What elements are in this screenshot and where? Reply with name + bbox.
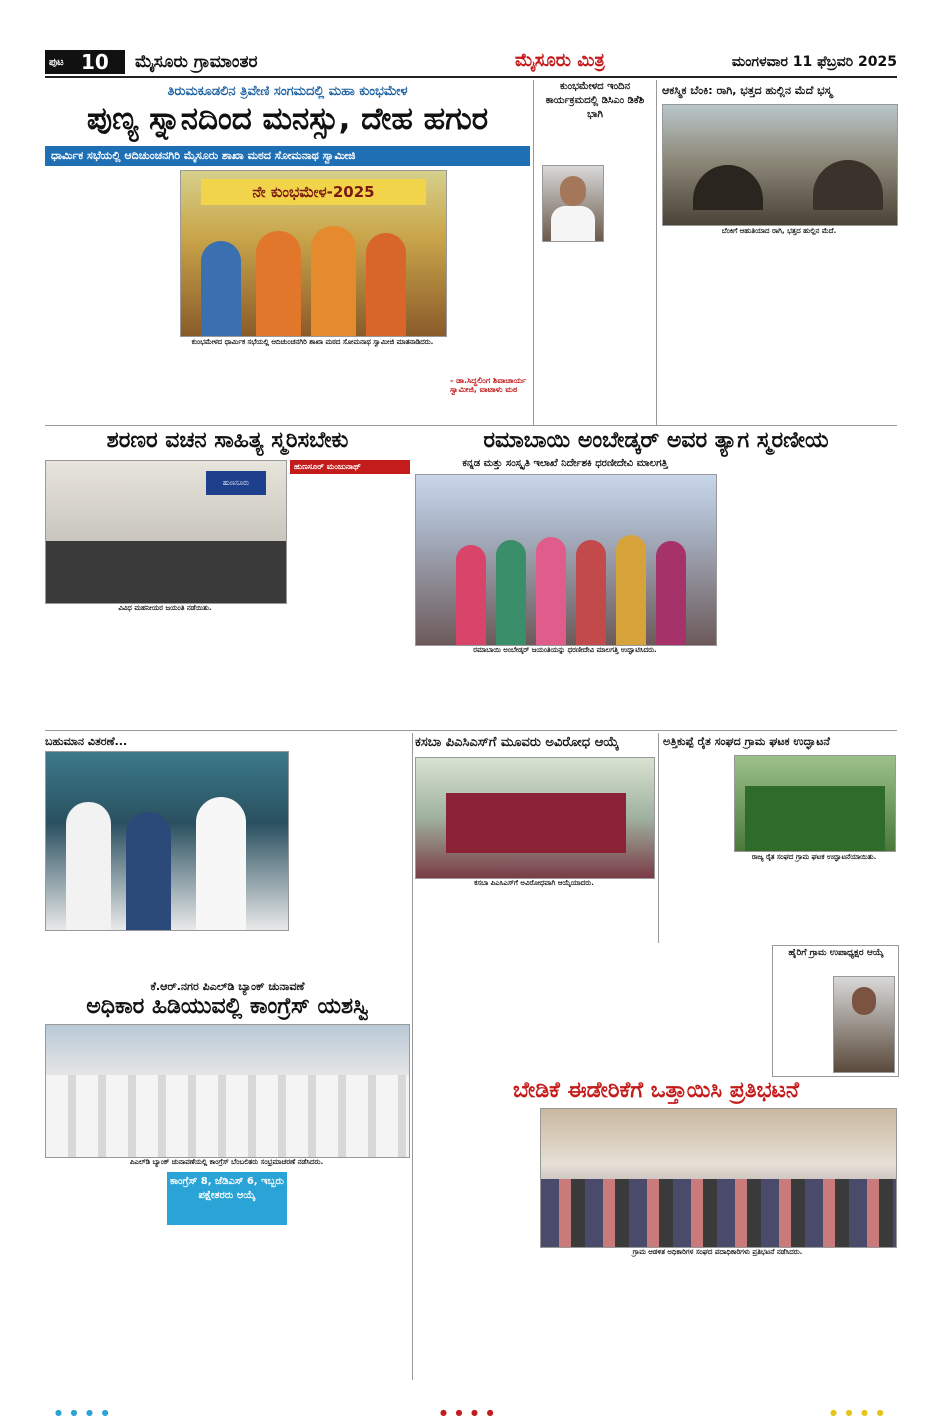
farmers-text-continued bbox=[658, 945, 768, 1075]
page-number: 10 bbox=[81, 50, 109, 74]
fire-caption: ಬೆಂಕಿಗೆ ಆಹುತಿಯಾದ ರಾಗಿ, ಭತ್ತದ ಹುಲ್ಲಿನ ಮೆದೆ. bbox=[721, 227, 837, 235]
fire-story bbox=[656, 80, 898, 425]
pacs-photo bbox=[415, 757, 655, 879]
registration-dots: ● ● ● ● bbox=[440, 1408, 497, 1417]
pacs-headline: ಕಸಬಾ ಪಿಎಸಿಎಸ್‌ಗೆ ಮೂವರು ಅವಿರೋಧ ಆಯ್ಕೆ bbox=[415, 735, 619, 750]
brand-logo: ಮೈಸೂರು ಮಿತ್ರ bbox=[515, 50, 605, 71]
registration-dots: ● ● ● ● bbox=[55, 1408, 112, 1417]
vicepres-text bbox=[777, 976, 832, 1071]
ramabai-text-right bbox=[720, 458, 897, 723]
section-title: ಮೈಸೂರು ಗ್ರಾಮಾಂತರ bbox=[135, 52, 258, 72]
krnagar-text-2 bbox=[167, 1228, 287, 1373]
divider bbox=[45, 730, 897, 731]
kumbh-side-story bbox=[533, 80, 654, 425]
krnagar-text-3 bbox=[291, 1172, 409, 1372]
lead-deck: ಧಾರ್ಮಿಕ ಸಭೆಯಲ್ಲಿ ಆದಿಚುಂಚನಗಿರಿ ಮೈಸೂರು ಶಾಖಾ ಮಠದ ಸೋಮನಾಥ ಸ್ವಾಮೀಜಿ bbox=[45, 146, 530, 166]
protest-caption: ಗ್ರಾಮ ಆಡಳಿತ ಅಧಿಕಾರಿಗಳ ಸಂಘದ ಪದಾಧಿಕಾರಿಗಳು ಪ್ರತಿಭಟನೆ ನಡೆಸಿದರು. bbox=[632, 1248, 803, 1256]
vachana-headline: ಶರಣರ ವಚನ ಸಾಹಿತ್ಯ ಸ್ಮರಿಸಬೇಕು bbox=[106, 428, 349, 453]
krnagar-headline: ಅಧಿಕಾರ ಹಿಡಿಯುವಲ್ಲಿ ಕಾಂಗ್ರೆಸ್ ಯಶಸ್ವಿ bbox=[86, 994, 369, 1019]
lead-photo bbox=[180, 170, 447, 337]
krnagar-photo bbox=[45, 1024, 410, 1158]
ramabai-story bbox=[415, 428, 897, 728]
krnagar-result-box: ಕಾಂಗ್ರೆಸ್ 8, ಜೆಡಿಎಸ್ 6, ಇಬ್ಬರು ಪಕ್ಷೇತರರು ಆಯ್ಕೆ bbox=[167, 1172, 287, 1225]
vachana-text-bottom bbox=[45, 618, 285, 723]
vachana-story bbox=[45, 428, 410, 728]
protest-story bbox=[415, 1078, 897, 1380]
prize-story bbox=[45, 733, 290, 978]
vicepres-photo bbox=[833, 976, 895, 1073]
lead-kicker: ತಿರುಮಕೂಡಲಿನ ತ್ರಿವೇಣಿ ಸಂಗಮದಲ್ಲಿ ಮಹಾ ಕುಂಭಮೇಳ bbox=[167, 84, 408, 99]
lead-quote-byline: - ಡಾ.ಸಿದ್ದಲಿಂಗ ಶಿವಾಚಾರ್ಯ ಸ್ವಾಮೀಜಿ, ವಾಟಾಳು ಮಠ bbox=[450, 376, 527, 394]
ramabai-caption: ರಮಾಬಾಯಿ ಅಂಬೇಡ್ಕರ್ ಜಯಂತಿಯನ್ನು ಧರಣೀದೇವಿ ಮಾಲಗತ್ತಿ ಉದ್ಘಾಟಿಸಿದರು. bbox=[473, 646, 657, 654]
kumbh-side-headline: ಕುಂಭಮೇಳದ ಇಂದಿನ ಕಾರ್ಯಕ್ರಮದಲ್ಲಿ ಡಿಸಿಎಂ ಡಿಕೆಶಿ ಭಾಗಿ bbox=[545, 81, 645, 120]
vicepres-headline: ಹೈರಿಗೆ ಗ್ರಾಮ ಉಪಾಧ್ಯಕ್ಷರ ಆಯ್ಕೆ bbox=[788, 948, 884, 958]
vachana-text-right bbox=[290, 478, 410, 723]
pacs-text bbox=[415, 898, 653, 1073]
page-label: ಪುಟ bbox=[49, 57, 64, 68]
vachana-photo bbox=[45, 460, 287, 604]
prize-photo bbox=[45, 751, 289, 931]
column-rule bbox=[412, 733, 413, 1380]
krnagar-kicker: ಕೆ.ಆರ್.ನಗರ ಪಿಎಲ್‌ಡಿ ಬ್ಯಾಂಕ್ ಚುನಾವಣೆ bbox=[150, 980, 305, 993]
krnagar-caption: ಪಿಎಲ್‌ಡಿ ಬ್ಯಾಂಕ್ ಚುನಾವಣೆಯಲ್ಲಿ ಕಾಂಗ್ರೆಸ್ ಬೆಂಬಲಿತರು ಸಂಭ್ರಮಾಚರಣೆ ನಡೆಸಿದರು. bbox=[129, 1158, 324, 1166]
fire-text bbox=[662, 240, 896, 420]
vachana-caption: ವಿವಿಧ ಮಹನೀಯರ ಜಯಂತಿ ನಡೆಯಿತು. bbox=[118, 604, 212, 612]
protest-text-left bbox=[415, 1110, 535, 1240]
lead-caption: ಕುಂಭಮೇಳದ ಧಾರ್ಮಿಕ ಸಭೆಯಲ್ಲಿ ಆದಿಚುಂಚನಗಿರಿ ಶಾಖಾ ಮಠದ ಸೋಮನಾಥ ಸ್ವಾಮೀಜಿ ಮಾತನಾಡಿದರು. bbox=[191, 338, 434, 346]
farmers-headline: ಅತ್ತಿಕುಪ್ಪೆ ರೈತ ಸಂಘದ ಗ್ರಾಮ ಘಟಕ ಉದ್ಘಾಟನೆ bbox=[663, 735, 830, 748]
farmers-photo bbox=[734, 755, 896, 852]
ramabai-photo bbox=[415, 474, 717, 646]
kumbh-banner: ನೇ ಕುಂಭಮೇಳ-2025 bbox=[201, 179, 426, 205]
lead-story bbox=[45, 80, 530, 425]
vachana-byline-tag: ಹುಣಸೂರ್ ಮಂಜುನಾಥ್ bbox=[290, 460, 410, 474]
farmers-text-bottom bbox=[734, 868, 894, 940]
issue-date: ಮಂಗಳವಾರ 11 ಫೆಬ್ರವರಿ 2025 bbox=[731, 54, 897, 70]
registration-dots: ● ● ● ● bbox=[830, 1408, 887, 1417]
prize-headline: ಬಹುಮಾನ ವಿತರಣೆ... bbox=[45, 735, 128, 748]
lead-headline: ಪುಣ್ಯ ಸ್ನಾನದಿಂದ ಮನಸ್ಸು, ದೇಹ ಹಗುರ bbox=[86, 101, 489, 137]
krnagar-text-1 bbox=[45, 1172, 163, 1372]
farmers-text-left bbox=[663, 755, 729, 940]
lead-body-text bbox=[45, 172, 170, 417]
krnagar-story bbox=[45, 980, 410, 1380]
fire-headline: ಆಕಸ್ಮಿಕ ಬೆಂಕಿ: ರಾಗಿ, ಭತ್ತದ ಹುಲ್ಲಿನ ಮೆದೆ ಭಸ್ಮ bbox=[662, 84, 832, 97]
protest-text-bottom bbox=[415, 1263, 895, 1375]
page-badge bbox=[45, 50, 125, 74]
protest-headline: ಬೇಡಿಕೆ ಈಡೇರಿಕೆಗೆ ಒತ್ತಾಯಿಸಿ ಪ್ರತಿಭಟನೆ bbox=[513, 1078, 799, 1103]
ramabai-deck: ಕನ್ನಡ ಮತ್ತು ಸಂಸ್ಕೃತಿ ಇಲಾಖೆ ನಿರ್ದೇಶಕಿ ಧರಣೀದೇವಿ ಮಾಲಗತ್ತಿ bbox=[462, 458, 668, 469]
vachana-stage-banner: ಹುಣಸೂರು bbox=[206, 471, 266, 495]
pacs-story bbox=[415, 733, 655, 1078]
lead-side-text bbox=[450, 170, 530, 370]
divider bbox=[45, 425, 897, 426]
protest-photo bbox=[540, 1108, 897, 1248]
ramabai-headline: ರಮಾಬಾಯಿ ಅಂಬೇಡ್ಕರ್ ಅವರ ತ್ಯಾಗ ಸ್ಮರಣೀಯ bbox=[483, 428, 829, 453]
farmers-story bbox=[658, 733, 898, 943]
kumbh-side-text bbox=[540, 140, 650, 420]
prize-body-text bbox=[295, 745, 410, 975]
vicepres-story bbox=[772, 945, 899, 1077]
farmers-caption: ರಾಜ್ಯ ರೈತ ಸಂಘದ ಗ್ರಾಮ ಘಟಕ ಉದ್ಘಾಟನೆಯಾಯಿತು. bbox=[751, 853, 877, 861]
masthead bbox=[45, 50, 897, 78]
pacs-caption: ಕಸಬಾ ಪಿಎಸಿಎಸ್‌ಗೆ ಅವಿರೋಧವಾಗಿ ಆಯ್ಕೆಯಾದರು. bbox=[474, 879, 594, 887]
ramabai-text-bottom bbox=[415, 660, 715, 725]
lead-body-text-2 bbox=[180, 360, 445, 420]
fire-photo bbox=[662, 104, 898, 226]
